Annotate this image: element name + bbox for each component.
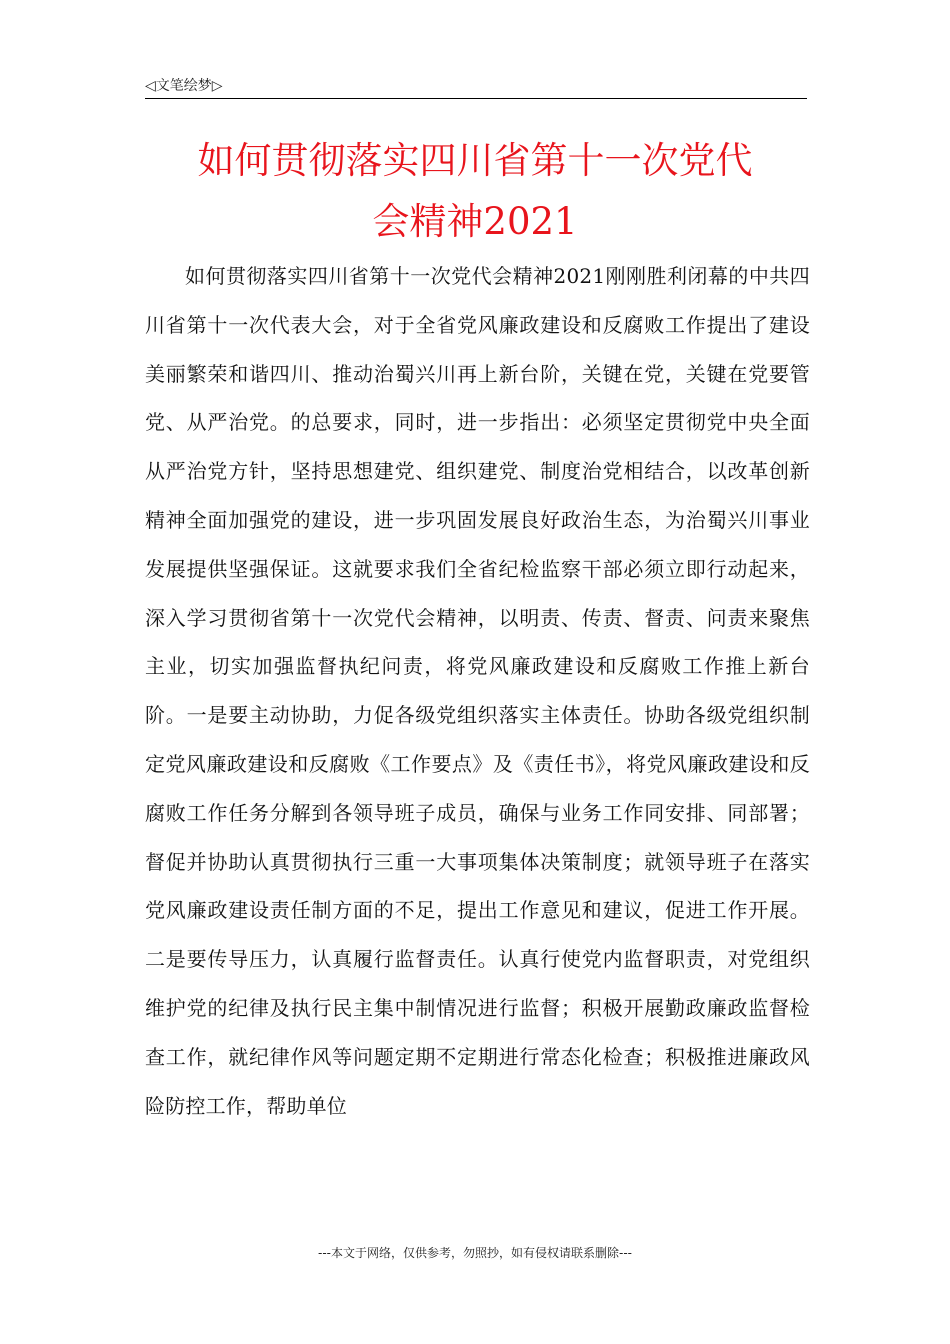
page-footer: ---本文于网络，仅供参考，勿照抄，如有侵权请联系删除--- (318, 1246, 632, 1260)
document-title (140, 130, 810, 252)
header-label: ◁文笔绘梦▷ (145, 78, 223, 94)
title-line-1: 如何贯彻落实四川省第十一次党代 (197, 139, 753, 182)
title-line-2: 会精神2021 (372, 200, 578, 243)
page-header (145, 74, 807, 99)
body-paragraph: 如何贯彻落实四川省第十一次党代会精神2021刚刚胜利闭幕的中共四川省第十一次代表大会，对于全省党风廉政建设和反腐败工作提出了建设美丽繁荣和谐四川、推动治蜀兴川再上新台阶，关键在党，关键在党要管党、从严治党。的总要求，同时，进一步指出：必须坚定贯彻党中央全面从严治党方针，坚持思想建党、组织建党、制度治党相结合，以改革创新精神全面加强党的建设，进一步巩固发展良好政治生态，为治蜀兴川事业发展提供坚强保证。这就要求我们全省纪检监察干部必须立即行动起来，深入学习贯彻省第十一次党代会精神，以明责、传责、督责、问责来聚焦主业，切实加强监督执纪问责，将党风廉政建设和反腐败工作推上新台阶。一是要主动协助，力促各级党组织落实主体责任。协助各级党组织制定党风廉政建设和反腐败《工作要点》及《责任书》，将党风廉政建设和反腐败工作任务分解到各领导班子成员，确保与业务工作同安排、同部署；督促并协助认真贯彻执行三重一大事项集体决策制度；就领导班子在落实党风廉政建设责任制方面的不足，提出工作意见和建议，促进工作开展。二是要传导压力，认真履行监督责任。认真行使党内监督职责，对党组织维护党的纪律及执行民主集中制情况进行监督；积极开展勤政廉政监督检查工作，就纪律作风等问题定期不定期进行常态化检查；积极推进廉政风险防控工作，帮助单位 (145, 264, 810, 1118)
